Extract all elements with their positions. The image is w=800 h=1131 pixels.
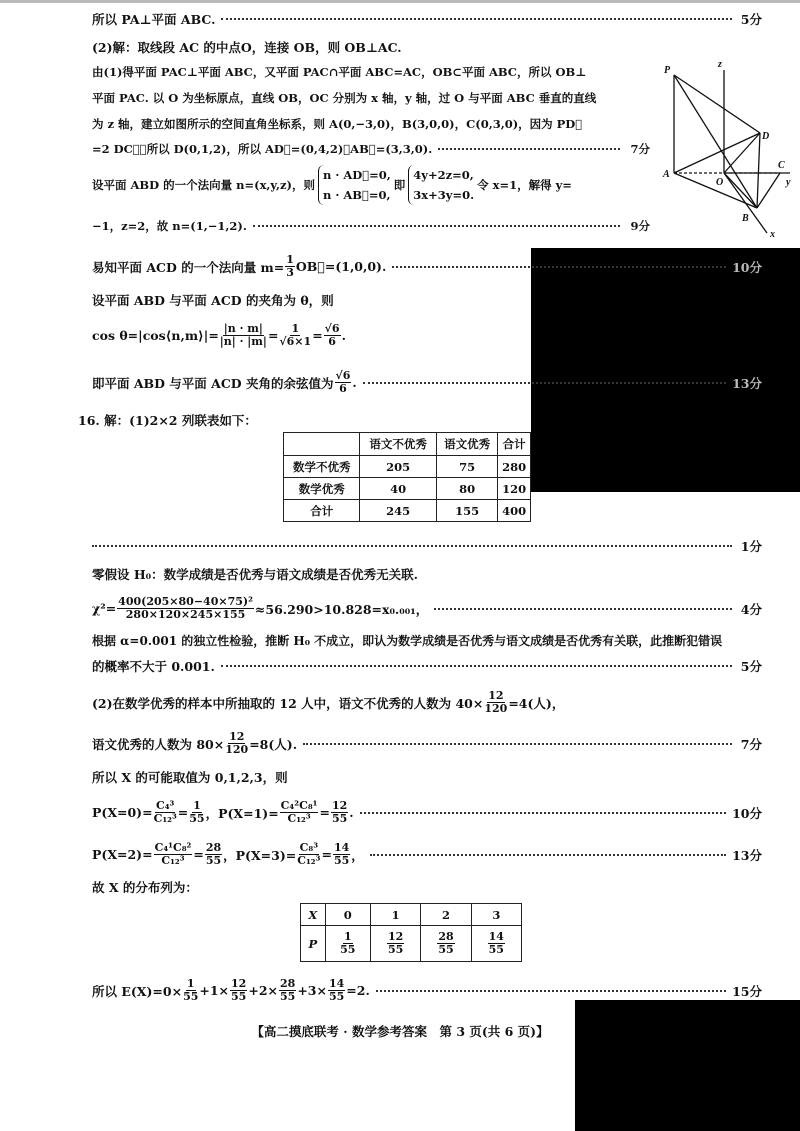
numerator: 12 [231, 977, 247, 990]
text: 故 X 的分布列为： [92, 880, 198, 895]
text: P(X=0)= [92, 805, 153, 820]
text: OB⃗=(1,0,0). [295, 259, 387, 274]
text: cos θ=|cos⟨n,m⟩|= [92, 328, 219, 343]
line-15 [92, 565, 762, 583]
line-3 [92, 64, 650, 80]
score: 7分 [740, 736, 762, 752]
text: 即 [393, 178, 406, 192]
table-header: X [301, 904, 326, 926]
text: χ²= [92, 601, 117, 616]
table-row [284, 456, 531, 478]
text: +1× [199, 983, 230, 998]
line-21 [92, 768, 762, 786]
numerator: |n · m| [223, 322, 263, 335]
table-cell: P [301, 926, 326, 962]
dot-leader [363, 382, 726, 384]
text: 易知平面 ACD 的一个法向量 m= [92, 259, 285, 275]
denominator: 55 [488, 943, 504, 956]
line-8 [92, 218, 650, 234]
equation-system-2 [408, 165, 474, 205]
dot-leader [434, 608, 732, 610]
numerator: 14 [333, 841, 350, 854]
table-cell: 245 [360, 500, 436, 522]
fraction [154, 800, 177, 825]
fraction [488, 931, 505, 956]
numerator: 1 [193, 799, 201, 812]
fraction [189, 800, 204, 825]
text: ，P(X=1)= [205, 805, 279, 821]
denominator: 55 [387, 943, 404, 956]
table-header: 语文不优秀 [360, 433, 436, 456]
denominator: |n| · |m| [219, 335, 267, 348]
page-footer: 【高二摸底联考 · 数学参考答案 第 3 页(共 6 页)】 [251, 1024, 549, 1039]
fraction [437, 931, 454, 956]
diagram-label: x [770, 229, 775, 240]
table-cell: 205 [360, 456, 436, 478]
text: 设平面 ABD 与平面 ACD 的夹角为 θ，则 [92, 293, 334, 308]
numerator: C₈³ [299, 841, 319, 854]
denominator: 55 [231, 990, 247, 1003]
score: 7分 [630, 142, 650, 156]
numerator: C₄²C₈¹ [280, 799, 318, 812]
denominator: C₁₂³ [287, 812, 311, 825]
numerator: 28 [205, 841, 222, 854]
table-cell: 数学不优秀 [284, 456, 360, 478]
text: 即平面 ABD 与平面 ACD 夹角的余弦值为 [92, 375, 334, 391]
line-25 [92, 978, 762, 1003]
denominator: 55 [189, 812, 205, 825]
text: . [349, 805, 354, 820]
fraction [279, 323, 311, 348]
table-cell: 120 [498, 478, 531, 500]
table-header: 1 [370, 904, 420, 926]
text: 零假设 H₀：数学成绩是否优秀与语文成绩是否优秀无关联. [92, 567, 418, 582]
fraction [117, 596, 254, 621]
denominator: 55 [331, 812, 348, 825]
score: 13分 [732, 847, 762, 863]
line-11 [92, 323, 762, 348]
text: 令 x=1，解得 y= [477, 178, 572, 192]
line-2 [92, 38, 762, 56]
table-cell [370, 926, 420, 962]
text: 为 z 轴，建立如图所示的空间直角坐标系，则 A(0,−3,0)，B(3,0,0)，C(0,3,0)，因为 PD⃗ [92, 117, 583, 131]
text: . [341, 328, 346, 343]
fraction [225, 731, 248, 756]
table-cell [421, 926, 471, 962]
coordinate-diagram [662, 55, 797, 240]
diagram-label: y [786, 177, 791, 188]
score: 1分 [740, 539, 762, 554]
numerator: 12 [488, 689, 504, 702]
line-14 [92, 537, 762, 555]
table-header: 0 [325, 904, 370, 926]
text: 的概率不大于 0.001. [92, 659, 215, 674]
denominator: C₁₂³ [153, 812, 177, 825]
text: = [312, 328, 323, 343]
line-13 [78, 411, 762, 429]
numerator: 1 [186, 977, 195, 990]
fraction [387, 931, 404, 956]
text: +3× [297, 983, 327, 998]
score: 5分 [740, 659, 762, 674]
table-header [284, 433, 360, 456]
numerator: √6 [324, 322, 340, 335]
line-18 [92, 657, 762, 675]
denominator: 120 [484, 702, 508, 715]
text: 由(1)得平面 PAC⊥平面 ABC，又平面 PAC∩平面 ABC=AC，OB⊂平面 ABC，所以 OB⊥ [92, 65, 587, 79]
equation: 3x+3y=0. [413, 188, 475, 202]
denominator: 280×120×245×155 [125, 608, 246, 621]
scan-edge [0, 0, 800, 3]
diagram-label: O [716, 177, 724, 188]
fraction [484, 690, 507, 715]
dot-leader [253, 225, 620, 227]
text: =4(人)， [508, 695, 565, 711]
score: 5分 [740, 12, 762, 27]
fraction [279, 978, 296, 1003]
fraction [335, 370, 352, 395]
fraction [183, 978, 198, 1003]
diagram-label: B [742, 213, 749, 224]
score: 4分 [740, 601, 762, 617]
diagram-label: D [762, 131, 770, 142]
line-17 [92, 632, 762, 649]
fraction [333, 842, 350, 867]
table-row [284, 500, 531, 522]
table-cell: 40 [360, 478, 436, 500]
distribution-table [300, 903, 522, 962]
line-6 [92, 141, 650, 157]
fraction [297, 842, 320, 867]
contingency-table [283, 432, 531, 522]
text: = [267, 328, 279, 343]
fraction [328, 978, 345, 1003]
line-4 [92, 90, 650, 106]
line-23 [92, 842, 762, 867]
denominator: 6 [339, 382, 347, 395]
dot-leader [221, 665, 732, 667]
table-header-row [301, 904, 522, 926]
line-5 [92, 116, 650, 132]
text: =2 DC⃗，所以 D(0,1,2)，所以 AD⃗=(0,4,2)，AB⃗=(3,3,0). [92, 142, 433, 156]
score: 10分 [732, 805, 762, 821]
denominator: 120 [225, 743, 249, 756]
denominator: 55 [205, 854, 222, 867]
table-cell: 400 [498, 500, 531, 522]
numerator: 14 [488, 930, 504, 943]
numerator: 28 [438, 930, 454, 943]
denominator: 55 [438, 943, 454, 956]
diagram-label: P [664, 65, 671, 76]
table-cell: 数学优秀 [284, 478, 360, 500]
redaction-block [575, 1000, 800, 1131]
table-cell: 80 [436, 478, 497, 500]
line-1 [92, 10, 762, 28]
fraction [154, 842, 193, 867]
text: −1，z=2，故 n=(1,−1,2). [92, 219, 247, 233]
denominator: 55 [328, 990, 345, 1003]
diagram-label: z [718, 59, 722, 70]
line-10 [92, 291, 762, 309]
table-cell: 75 [436, 456, 497, 478]
denominator: 6 [328, 335, 336, 348]
text: 设平面 ABD 的一个法向量 n=(x,y,z)，则 [92, 178, 315, 192]
dot-leader [303, 743, 732, 745]
numerator: √6 [335, 369, 351, 382]
denominator: √6×1 [279, 335, 312, 348]
fraction [280, 800, 319, 825]
equation: n · AB⃗=0, [322, 188, 391, 202]
text: ，P(X=3)= [223, 847, 297, 863]
text: (2)在数学优秀的样本中所抽取的 12 人中，语文不优秀的人数为 40× [92, 695, 484, 711]
numerator: 14 [328, 977, 345, 990]
dot-leader [360, 812, 726, 814]
numerator: 1 [343, 930, 352, 943]
line-19 [92, 690, 762, 715]
text: 16. 解：(1)2×2 列联表如下： [78, 413, 257, 428]
text: 根据 α=0.001 的独立性检验，推断 H₀ 不成立，即认为数学成绩是否优秀与语文成绩是否优秀有关联，此推断犯错误 [92, 634, 723, 648]
line-22 [92, 800, 762, 825]
dot-leader [376, 990, 726, 992]
numerator: C₄³ [155, 799, 175, 812]
line-9 [92, 254, 762, 279]
denominator: 55 [280, 990, 296, 1003]
table-cell: 280 [498, 456, 531, 478]
equation-system-1 [318, 165, 391, 205]
equation: n · AD⃗=0, [322, 168, 391, 182]
text: = [177, 805, 189, 820]
denominator: C₁₂³ [297, 854, 321, 867]
dot-leader [92, 545, 732, 547]
numerator: 12 [229, 730, 245, 743]
denominator: 3 [286, 266, 294, 279]
table-row [301, 926, 522, 962]
fraction [205, 842, 222, 867]
equation: 4y+2z=0, [413, 168, 474, 182]
text: P(X=2)= [92, 847, 153, 862]
numerator: 1 [286, 253, 294, 266]
text: 所以 E(X)=0× [92, 983, 183, 999]
line-12 [92, 370, 762, 395]
table-cell [471, 926, 521, 962]
text: =8(人). [249, 736, 298, 752]
numerator: 1 [291, 322, 300, 335]
text: ≈56.290>10.828=x₀.₀₀₁， [254, 601, 429, 617]
table-cell: 155 [436, 500, 497, 522]
numerator: 12 [331, 799, 348, 812]
table-cell [325, 926, 370, 962]
text: =2. [346, 983, 370, 998]
dot-leader [438, 148, 620, 150]
text: = [319, 805, 330, 820]
denominator: C₁₂³ [161, 854, 185, 867]
fraction [340, 931, 355, 956]
text: +2× [248, 983, 278, 998]
table-header-row [284, 433, 531, 456]
line-7 [92, 165, 650, 205]
table-header: 2 [421, 904, 471, 926]
text: 平面 PAC. 以 O 为坐标原点，直线 OB，OC 分别为 x 轴，y 轴，过 O 与平面 ABC 垂直的直线 [92, 91, 597, 105]
denominator: 55 [333, 854, 350, 867]
fraction [220, 323, 267, 348]
fraction [285, 254, 295, 279]
numerator: 12 [387, 930, 404, 943]
fraction [331, 800, 348, 825]
dot-leader [392, 266, 726, 268]
table-cell: 合计 [284, 500, 360, 522]
numerator: C₄¹C₈² [154, 841, 192, 854]
denominator: 55 [183, 990, 199, 1003]
numerator: 28 [280, 977, 296, 990]
score: 13分 [732, 375, 762, 391]
text: . [352, 375, 357, 390]
line-16 [92, 596, 762, 621]
table-header: 合计 [498, 433, 531, 456]
text: (2)解：取线段 AC 的中点O，连接 OB，则 OB⊥AC. [92, 40, 402, 55]
text: 所以 X 的可能取值为 0,1,2,3，则 [92, 770, 288, 785]
text: 所以 PA⊥平面 ABC. [92, 12, 216, 27]
diagram-label: C [778, 160, 785, 171]
dot-leader [221, 18, 732, 20]
denominator: 55 [340, 943, 356, 956]
fraction [230, 978, 247, 1003]
text: = [193, 847, 204, 862]
line-20 [92, 731, 762, 756]
score: 9分 [630, 219, 650, 233]
table-header: 3 [471, 904, 521, 926]
score: 15分 [732, 983, 762, 999]
diagram-label: A [663, 169, 670, 180]
line-24 [92, 878, 762, 896]
dot-leader [370, 854, 726, 856]
table-row [284, 478, 531, 500]
score: 10分 [732, 259, 762, 275]
numerator: 400(205×80−40×75)² [118, 595, 253, 608]
text: = [321, 847, 332, 862]
table-header: 语文优秀 [436, 433, 497, 456]
text: ， [351, 847, 364, 863]
fraction [324, 323, 341, 348]
text: 语文优秀的人数为 80× [92, 736, 225, 752]
